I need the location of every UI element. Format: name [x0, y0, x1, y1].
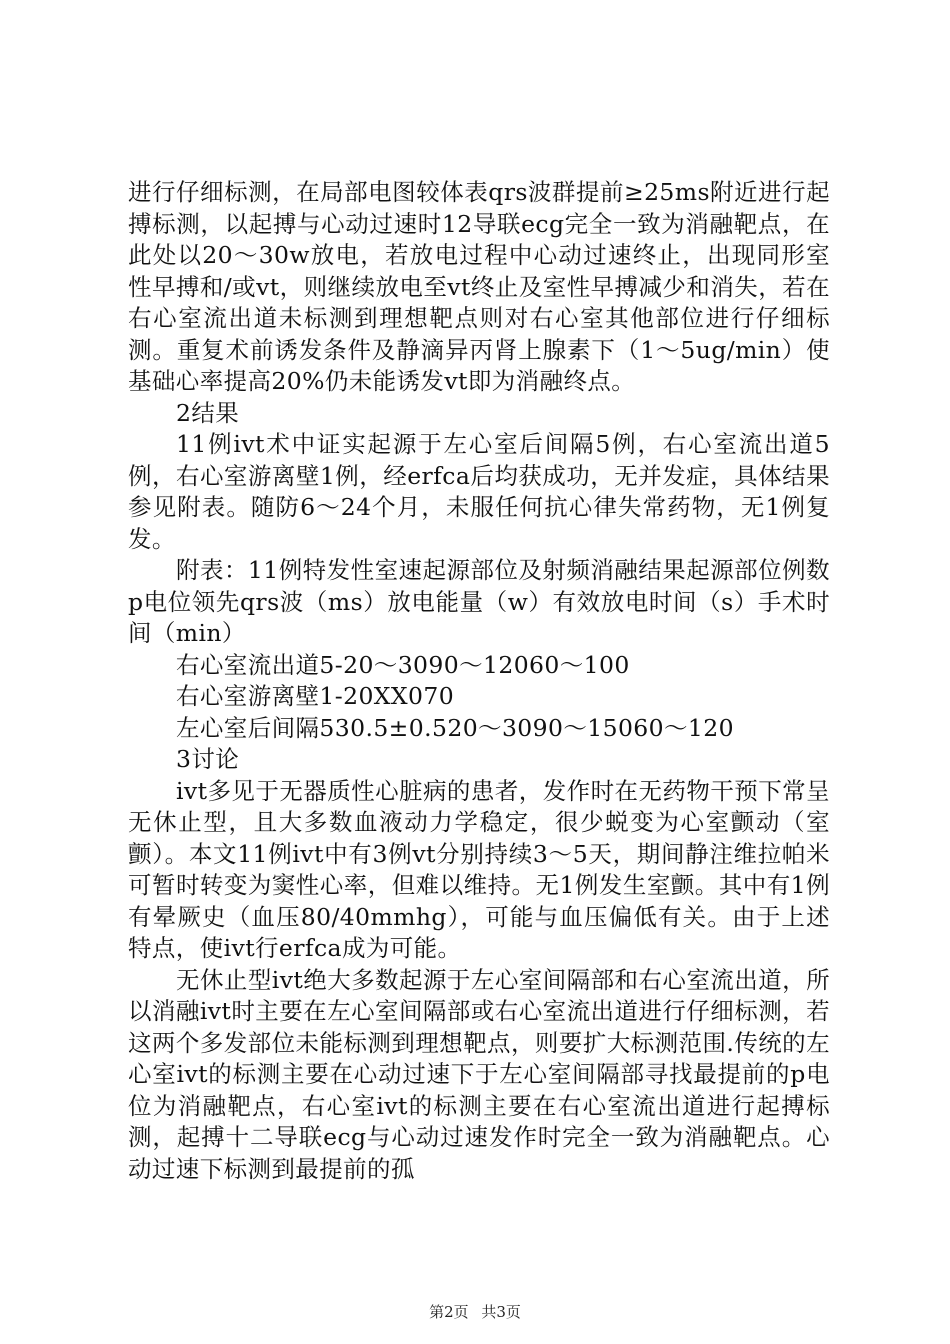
paragraph-results: 11例ivt术中证实起源于左心室后间隔5例，右心室流出道5例，右心室游离壁1例，经erfca后均获成功，无并发症，具体结果参见附表。随防6～24个月，未服任何抗心律失常药物，无1例复发。 — [128, 430, 830, 553]
paragraph-discussion-1: ivt多见于无器质性心脏病的患者，发作时在无药物干预下常呈无休止型，且大多数血液动力学稳定，很少蜕变为心室颤动（室颤）。本文11例ivt中有3例vt分别持续3～5天，期间静注维拉帕米可暂时转变为窦性心率，但难以维持。无1例发生室颤。其中有1例有晕厥史（血压80/40mmhg），可能与血压偏低有关。由于上述特点，使ivt行erfca成为可能。 — [128, 776, 830, 962]
table-caption: 附表：11例特发性室速起源部位及射频消融结果起源部位例数p电位领先qrs波（ms）放电能量（w）有效放电时间（s）手术时间（min） — [128, 556, 830, 647]
section-heading-results: 2结果 — [176, 398, 240, 427]
paragraph-discussion-2: 无休止型ivt绝大多数起源于左心室间隔部和右心室流出道，所以消融ivt时主要在左心室间隔部或右心室流出道进行仔细标测，若这两个多发部位未能标测到理想靶点，则要扩大标测范围.传统的左心室ivt的标测主要在心动过速下于左心室间隔部寻找最提前的p电位为消融靶点，右心室ivt的标测主要在右心室流出道进行起搏标测，起搏十二导联ecg与心动过速发作时完全一致为消融靶点。心动过速下标测到最提前的孤 — [128, 965, 830, 1183]
table-row: 右心室游离壁1-20XX070 — [176, 682, 455, 710]
table-row: 右心室流出道5-20～3090～12060～100 — [176, 650, 630, 679]
section-heading-discussion: 3讨论 — [176, 745, 240, 773]
paragraph-methods-continued: 进行仔细标测，在局部电图较体表qrs波群提前≥25ms附近进行起搏标测，以起搏与心动过速时12导联ecg完全一致为消融靶点，在此处以20～30w放电，若放电过程中心动过速终止，出现同形室性早搏和/或vt，则继续放电至vt终止及室性早搏减少和消失，若在右心室流出道未标测到理想靶点则对右心室其他部位进行仔细标测。重复术前诱发条件及静滴异丙肾上腺素下（1～5ug/min）使基础心率提高20%仍未能诱发vt即为消融终点。 — [128, 178, 830, 395]
page-number: 第2页 — [429, 1303, 469, 1321]
table-row: 左心室后间隔530.5±0.520～3090～15060～120 — [176, 713, 734, 742]
body-text — [128, 177, 830, 1185]
page-footer — [0, 1302, 950, 1322]
page-total: 共3页 — [481, 1303, 521, 1321]
